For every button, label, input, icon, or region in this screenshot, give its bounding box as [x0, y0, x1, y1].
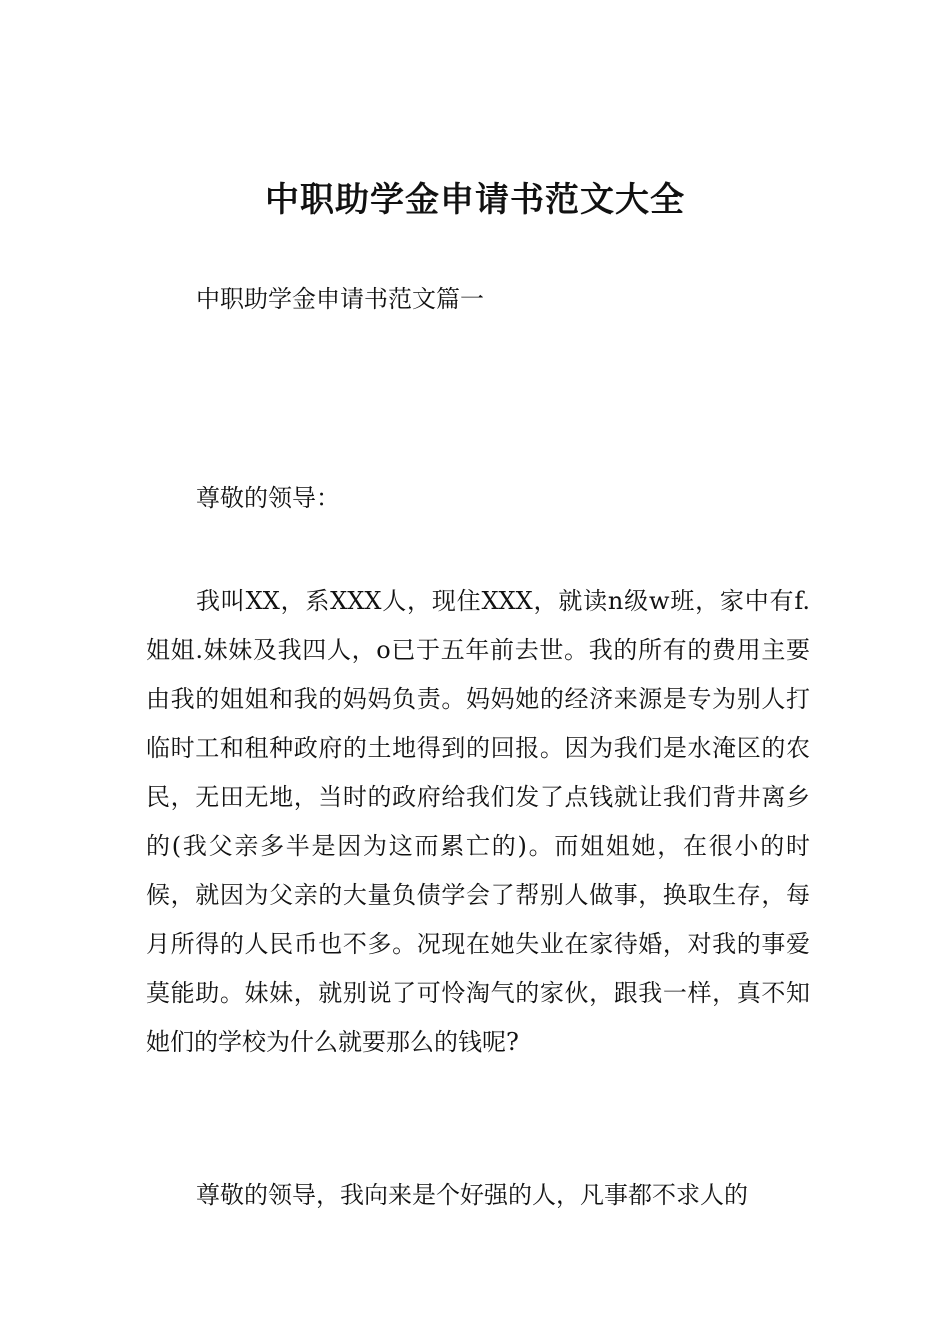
document-title: 中职助学金申请书范文大全	[265, 180, 685, 220]
body-paragraph: 尊敬的领导，我向来是个好强的人，凡事都不求人的	[196, 1181, 748, 1209]
salutation: 尊敬的领导：	[196, 484, 340, 512]
section-heading: 中职助学金申请书范文篇一	[196, 285, 484, 313]
body-paragraph: 我叫XX，系XXX人，现住XXX，就读n级w班，家中有f.姐姐.妹妹及我四人，o已于五年前去世。我的所有的费用主要由我的姐姐和我的妈妈负责。妈妈她的经济来源是专为别人打临时工和租种政府的土地得到的回报。因为我们是水淹区的农民，无田无地，当时的政府给我们发了点钱就让我们背井离乡的(我父亲多半是因为这而累亡的)。而姐姐她，在很小的时候，就因为父亲的大量负债学会了帮别人做事，换取生存，每月所得的人民币也不多。况现在她失业在家待婚，对我的事爱莫能助。妹妹，就别说了可怜淘气的家伙，跟我一样，真不知她们的学校为什么就要那么的钱呢?	[146, 587, 810, 1056]
